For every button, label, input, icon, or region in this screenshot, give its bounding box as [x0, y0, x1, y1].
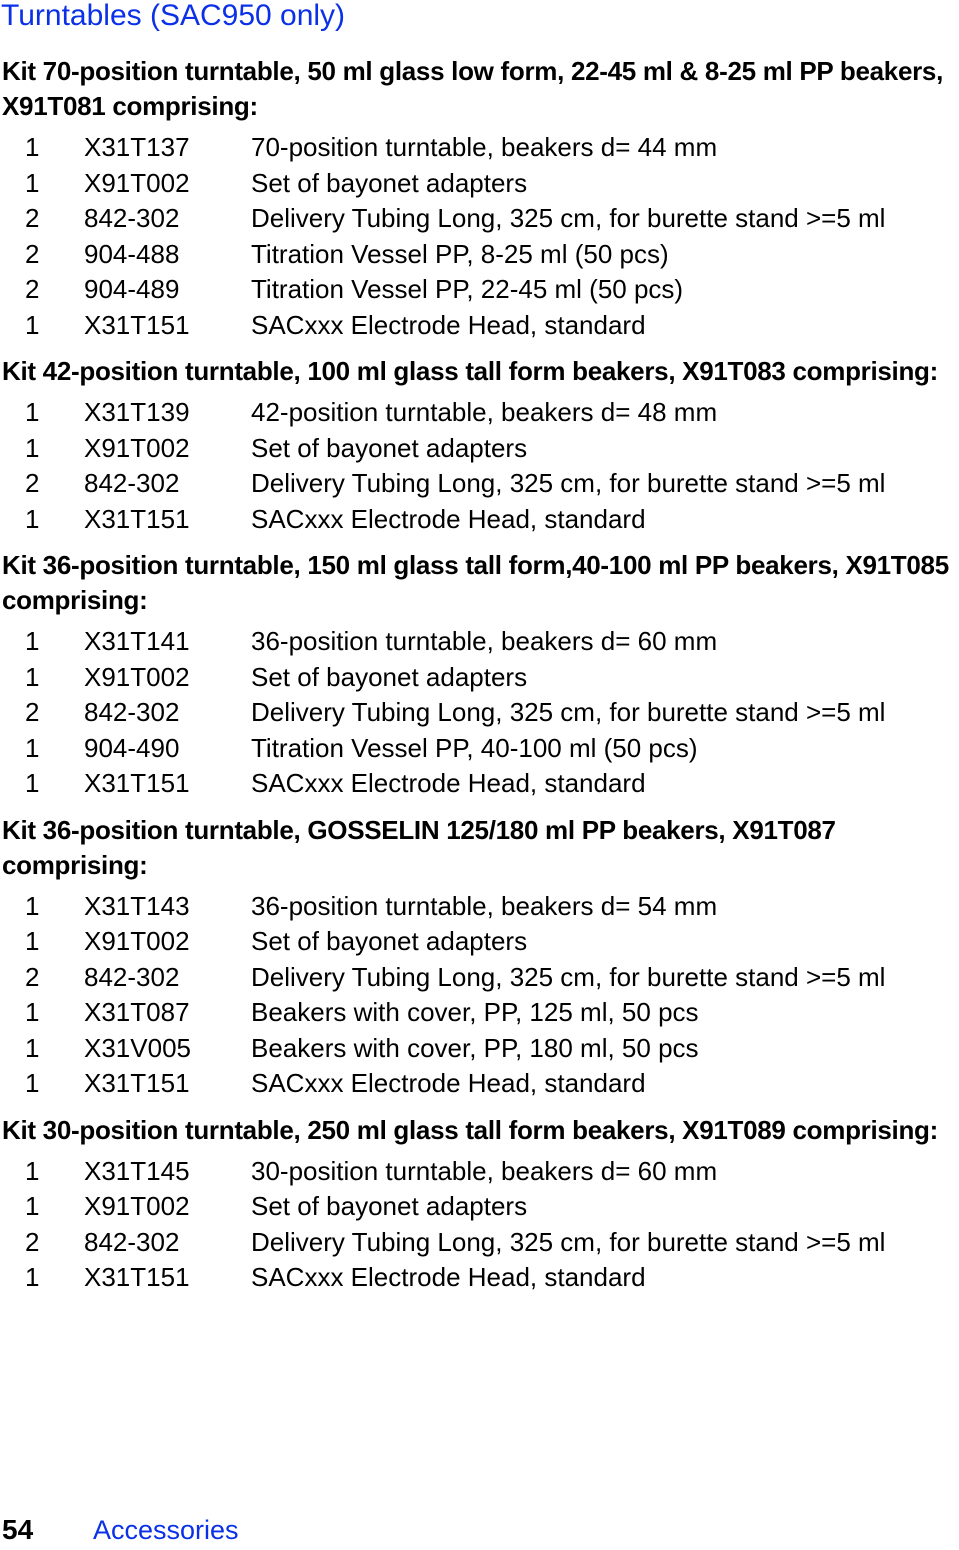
- item-description: Delivery Tubing Long, 325 cm, for burette stand >=5 ml: [251, 697, 886, 727]
- footer-section-name: Accessories: [93, 1514, 239, 1545]
- item-part-number: X91T002: [84, 661, 190, 692]
- item-description: Delivery Tubing Long, 325 cm, for burette stand >=5 ml: [251, 961, 886, 992]
- item-quantity: 1: [25, 309, 40, 340]
- kit-item-row: [2, 237, 959, 273]
- item-part-number: 842-302: [84, 468, 180, 498]
- item-quantity: 2: [25, 238, 40, 269]
- item-part-number: 842-302: [84, 1226, 180, 1257]
- item-description: Delivery Tubing Long, 325 cm, for burette stand >=5 ml: [251, 1226, 886, 1257]
- item-part-number: 842-302: [84, 961, 180, 992]
- item-quantity: 1: [25, 890, 40, 921]
- kit-item-row: [2, 166, 959, 202]
- item-description: Delivery Tubing Long, 325 cm, for burette stand >=5 ml: [251, 203, 886, 233]
- kit-section: [2, 1113, 959, 1296]
- item-description: Set of bayonet adapters: [251, 661, 528, 692]
- item-part-number: X31T151: [84, 1262, 190, 1292]
- item-quantity: 1: [25, 732, 40, 763]
- kit-item-row: [2, 1066, 959, 1102]
- item-quantity: 1: [25, 661, 40, 692]
- kit-item-row: [2, 1225, 959, 1261]
- kit-section: [2, 813, 959, 1102]
- kit-item-row: [2, 1189, 959, 1225]
- kit-section: [2, 354, 959, 537]
- item-part-number: X31T137: [84, 132, 190, 162]
- item-quantity: 1: [25, 397, 40, 427]
- item-description: SACxxx Electrode Head, standard: [251, 768, 646, 798]
- kit-item-row: [2, 272, 959, 308]
- item-description: Beakers with cover, PP, 125 ml, 50 pcs: [251, 997, 699, 1027]
- item-quantity: 1: [25, 1191, 40, 1221]
- item-part-number: X31T141: [84, 626, 190, 656]
- item-description: Set of bayonet adapters: [251, 1191, 528, 1221]
- kit-item-row: [2, 1154, 959, 1190]
- kit-item-row: [2, 395, 959, 431]
- kit-item-row: [2, 660, 959, 696]
- page-footer: [2, 1510, 239, 1550]
- item-description: Titration Vessel PP, 8-25 ml (50 pcs): [251, 238, 669, 269]
- kit-item-row: [2, 1031, 959, 1067]
- item-part-number: X91T002: [84, 432, 190, 463]
- item-part-number: X31T151: [84, 309, 190, 340]
- item-description: Set of bayonet adapters: [251, 926, 528, 956]
- item-part-number: 842-302: [84, 203, 180, 233]
- item-description: Set of bayonet adapters: [251, 167, 528, 198]
- item-quantity: 1: [25, 997, 40, 1027]
- item-quantity: 1: [25, 1262, 40, 1292]
- item-part-number: 842-302: [84, 697, 180, 727]
- item-quantity: 1: [25, 926, 40, 956]
- kit-section: [2, 548, 959, 802]
- kit-item-row: [2, 130, 959, 166]
- item-quantity: 2: [25, 203, 40, 233]
- kit-item-row: [2, 624, 959, 660]
- item-part-number: X91T002: [84, 167, 190, 198]
- item-description: SACxxx Electrode Head, standard: [251, 309, 646, 340]
- item-description: 36-position turntable, beakers d= 60 mm: [251, 626, 718, 656]
- kit-item-row: [2, 924, 959, 960]
- item-description: Titration Vessel PP, 40-100 ml (50 pcs): [251, 732, 698, 763]
- item-part-number: X31T145: [84, 1155, 190, 1186]
- page-number: 54: [2, 1514, 34, 1545]
- item-part-number: 904-488: [84, 238, 180, 269]
- item-quantity: 1: [25, 768, 40, 798]
- item-part-number: X31T151: [84, 768, 190, 798]
- item-description: Set of bayonet adapters: [251, 432, 528, 463]
- kit-section: [2, 54, 959, 343]
- item-description: SACxxx Electrode Head, standard: [251, 1068, 646, 1098]
- item-quantity: 1: [25, 167, 40, 198]
- item-description: 30-position turntable, beakers d= 60 mm: [251, 1155, 718, 1186]
- item-quantity: 2: [25, 468, 40, 498]
- item-description: Beakers with cover, PP, 180 ml, 50 pcs: [251, 1032, 699, 1063]
- item-description: Titration Vessel PP, 22-45 ml (50 pcs): [251, 274, 684, 304]
- kit-item-row: [2, 1260, 959, 1296]
- kit-heading: Kit 36-position turntable, GOSSELIN 125/180 ml PP beakers, X91T087 comprising:: [2, 814, 836, 880]
- item-part-number: X91T002: [84, 926, 190, 956]
- item-quantity: 1: [25, 1155, 40, 1186]
- kit-heading: Kit 36-position turntable, 150 ml glass tall form,40-100 ml PP beakers, X91T085 comprising:: [2, 550, 949, 615]
- item-quantity: 2: [25, 274, 40, 304]
- kit-item-row: [2, 766, 959, 802]
- item-description: 42-position turntable, beakers d= 48 mm: [251, 397, 718, 427]
- kit-item-row: [2, 960, 959, 996]
- item-part-number: X31V005: [84, 1032, 191, 1063]
- item-part-number: X31T143: [84, 890, 190, 921]
- item-part-number: 904-489: [84, 274, 180, 304]
- item-quantity: 2: [25, 961, 40, 992]
- item-description: 36-position turntable, beakers d= 54 mm: [251, 890, 718, 921]
- kit-item-row: [2, 889, 959, 925]
- kit-item-row: [2, 466, 959, 502]
- page-title: Turntables (SAC950 only): [1, 0, 346, 32]
- item-quantity: 1: [25, 132, 40, 162]
- item-part-number: 904-490: [84, 732, 180, 763]
- kit-item-row: [2, 995, 959, 1031]
- item-description: Delivery Tubing Long, 325 cm, for burette stand >=5 ml: [251, 468, 886, 498]
- kit-item-row: [2, 201, 959, 237]
- item-part-number: X31T151: [84, 1068, 190, 1098]
- item-description: SACxxx Electrode Head, standard: [251, 1262, 646, 1292]
- kit-heading: Kit 30-position turntable, 250 ml glass tall form beakers, X91T089 comprising:: [2, 1114, 938, 1145]
- kit-item-row: [2, 502, 959, 538]
- kit-heading: Kit 42-position turntable, 100 ml glass tall form beakers, X91T083 comprising:: [2, 356, 938, 386]
- item-description: SACxxx Electrode Head, standard: [251, 503, 646, 534]
- kit-item-row: [2, 695, 959, 731]
- kit-heading: Kit 70-position turntable, 50 ml glass low form, 22-45 ml & 8-25 ml PP beakers, X91T081 comprising:: [2, 56, 944, 121]
- item-quantity: 1: [25, 503, 40, 534]
- item-part-number: X31T151: [84, 503, 190, 534]
- kit-list: [2, 54, 959, 1307]
- item-quantity: 1: [25, 626, 40, 656]
- item-quantity: 1: [25, 432, 40, 463]
- kit-item-row: [2, 431, 959, 467]
- item-part-number: X31T087: [84, 997, 190, 1027]
- item-part-number: X91T002: [84, 1191, 190, 1221]
- item-quantity: 1: [25, 1032, 40, 1063]
- item-part-number: X31T139: [84, 397, 190, 427]
- item-quantity: 2: [25, 1226, 40, 1257]
- item-quantity: 2: [25, 697, 40, 727]
- kit-item-row: [2, 731, 959, 767]
- item-description: 70-position turntable, beakers d= 44 mm: [251, 132, 718, 162]
- kit-item-row: [2, 308, 959, 344]
- item-quantity: 1: [25, 1068, 40, 1098]
